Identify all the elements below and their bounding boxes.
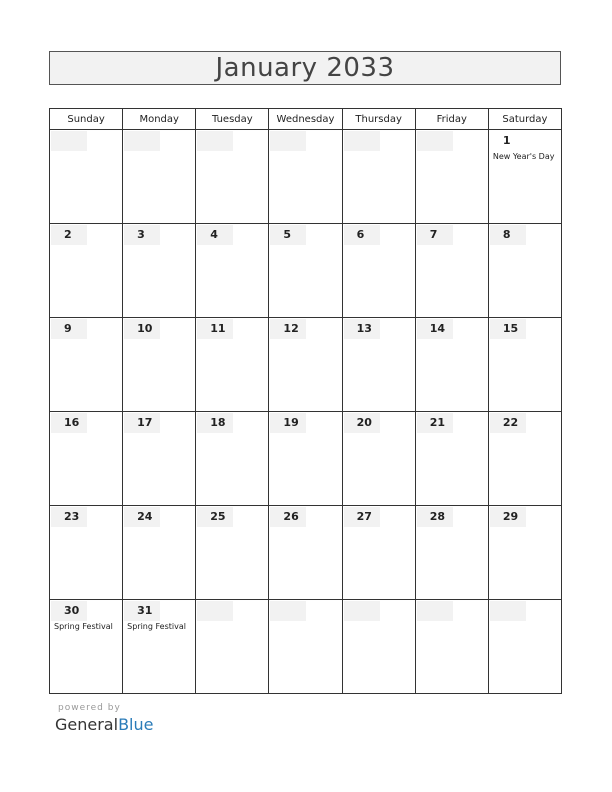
day-cell xyxy=(415,130,488,224)
day-number: 27 xyxy=(344,507,380,527)
day-cell xyxy=(196,412,269,506)
day-number: 6 xyxy=(344,225,380,245)
day-cell xyxy=(415,506,488,600)
day-number: 5 xyxy=(270,225,306,245)
day-cell xyxy=(196,224,269,318)
day-cell xyxy=(342,412,415,506)
day-cell xyxy=(50,412,123,506)
day-cell xyxy=(269,224,342,318)
day-cell xyxy=(123,412,196,506)
day-number: 13 xyxy=(344,319,380,339)
day-cell xyxy=(196,130,269,224)
day-cell xyxy=(488,412,561,506)
day-cell xyxy=(123,224,196,318)
weekday-header: Sunday xyxy=(50,109,123,130)
brand-blue: Blue xyxy=(118,715,154,734)
week-row xyxy=(50,600,562,694)
day-cell xyxy=(269,318,342,412)
weekday-header-row xyxy=(50,109,562,130)
day-number: 25 xyxy=(197,507,233,527)
day-cell xyxy=(342,130,415,224)
day-number: 22 xyxy=(490,413,526,433)
day-number xyxy=(490,601,526,621)
day-cell xyxy=(342,506,415,600)
calendar-body xyxy=(50,130,562,694)
day-number: 29 xyxy=(490,507,526,527)
day-number: 14 xyxy=(417,319,453,339)
calendar-title: January 2033 xyxy=(215,53,395,83)
day-cell xyxy=(123,506,196,600)
day-cell xyxy=(196,600,269,694)
week-row xyxy=(50,412,562,506)
day-number: 26 xyxy=(270,507,306,527)
day-cell xyxy=(123,600,196,694)
day-cell xyxy=(415,412,488,506)
day-number xyxy=(344,601,380,621)
day-cell xyxy=(488,130,561,224)
day-cell xyxy=(342,600,415,694)
day-cell xyxy=(269,600,342,694)
day-number xyxy=(417,601,453,621)
day-number: 9 xyxy=(51,319,87,339)
calendar-title-box xyxy=(49,51,561,85)
weekday-header: Wednesday xyxy=(269,109,342,130)
weekday-header: Tuesday xyxy=(196,109,269,130)
day-cell xyxy=(488,506,561,600)
footer-branding xyxy=(55,703,153,734)
day-number: 8 xyxy=(490,225,526,245)
day-cell xyxy=(50,506,123,600)
day-cell xyxy=(196,506,269,600)
day-cell xyxy=(342,224,415,318)
week-row xyxy=(50,318,562,412)
day-cell xyxy=(415,224,488,318)
brand-general: General xyxy=(55,715,119,734)
day-number xyxy=(417,131,453,151)
week-row xyxy=(50,224,562,318)
day-number: 17 xyxy=(124,413,160,433)
day-number: 1 xyxy=(490,131,526,151)
day-number: 19 xyxy=(270,413,306,433)
week-row xyxy=(50,130,562,224)
day-number xyxy=(270,131,306,151)
brand-logo xyxy=(55,715,153,734)
day-number xyxy=(344,131,380,151)
day-cell xyxy=(488,224,561,318)
day-cell xyxy=(415,600,488,694)
day-number: 16 xyxy=(51,413,87,433)
day-cell xyxy=(123,318,196,412)
day-number: 20 xyxy=(344,413,380,433)
day-number xyxy=(124,131,160,151)
day-cell xyxy=(488,600,561,694)
holiday-label: Spring Festival xyxy=(54,622,113,631)
day-cell xyxy=(342,318,415,412)
day-number: 4 xyxy=(197,225,233,245)
day-number: 28 xyxy=(417,507,453,527)
day-cell xyxy=(50,224,123,318)
day-number: 11 xyxy=(197,319,233,339)
day-number: 21 xyxy=(417,413,453,433)
day-cell xyxy=(415,318,488,412)
holiday-label: New Year's Day xyxy=(492,152,555,161)
weekday-header: Friday xyxy=(415,109,488,130)
day-number: 10 xyxy=(124,319,160,339)
day-number: 12 xyxy=(270,319,306,339)
day-cell xyxy=(123,130,196,224)
day-number: 31 xyxy=(124,601,160,621)
day-number: 15 xyxy=(490,319,526,339)
day-cell xyxy=(196,318,269,412)
weekday-header: Saturday xyxy=(488,109,561,130)
holiday-label: Spring Festival xyxy=(127,622,186,631)
day-cell xyxy=(488,318,561,412)
day-number: 23 xyxy=(51,507,87,527)
calendar-grid xyxy=(49,108,562,694)
day-number: 2 xyxy=(51,225,87,245)
day-number xyxy=(270,601,306,621)
day-cell xyxy=(50,318,123,412)
day-number: 3 xyxy=(124,225,160,245)
day-cell xyxy=(50,600,123,694)
day-number xyxy=(197,131,233,151)
powered-by-text: powered by xyxy=(58,703,121,713)
day-number xyxy=(197,601,233,621)
day-number: 30 xyxy=(51,601,87,621)
day-cell xyxy=(269,412,342,506)
day-number: 7 xyxy=(417,225,453,245)
day-cell xyxy=(269,506,342,600)
weekday-header: Monday xyxy=(123,109,196,130)
day-cell xyxy=(269,130,342,224)
day-number: 24 xyxy=(124,507,160,527)
day-cell xyxy=(50,130,123,224)
day-number xyxy=(51,131,87,151)
weekday-header: Thursday xyxy=(342,109,415,130)
day-number: 18 xyxy=(197,413,233,433)
week-row xyxy=(50,506,562,600)
